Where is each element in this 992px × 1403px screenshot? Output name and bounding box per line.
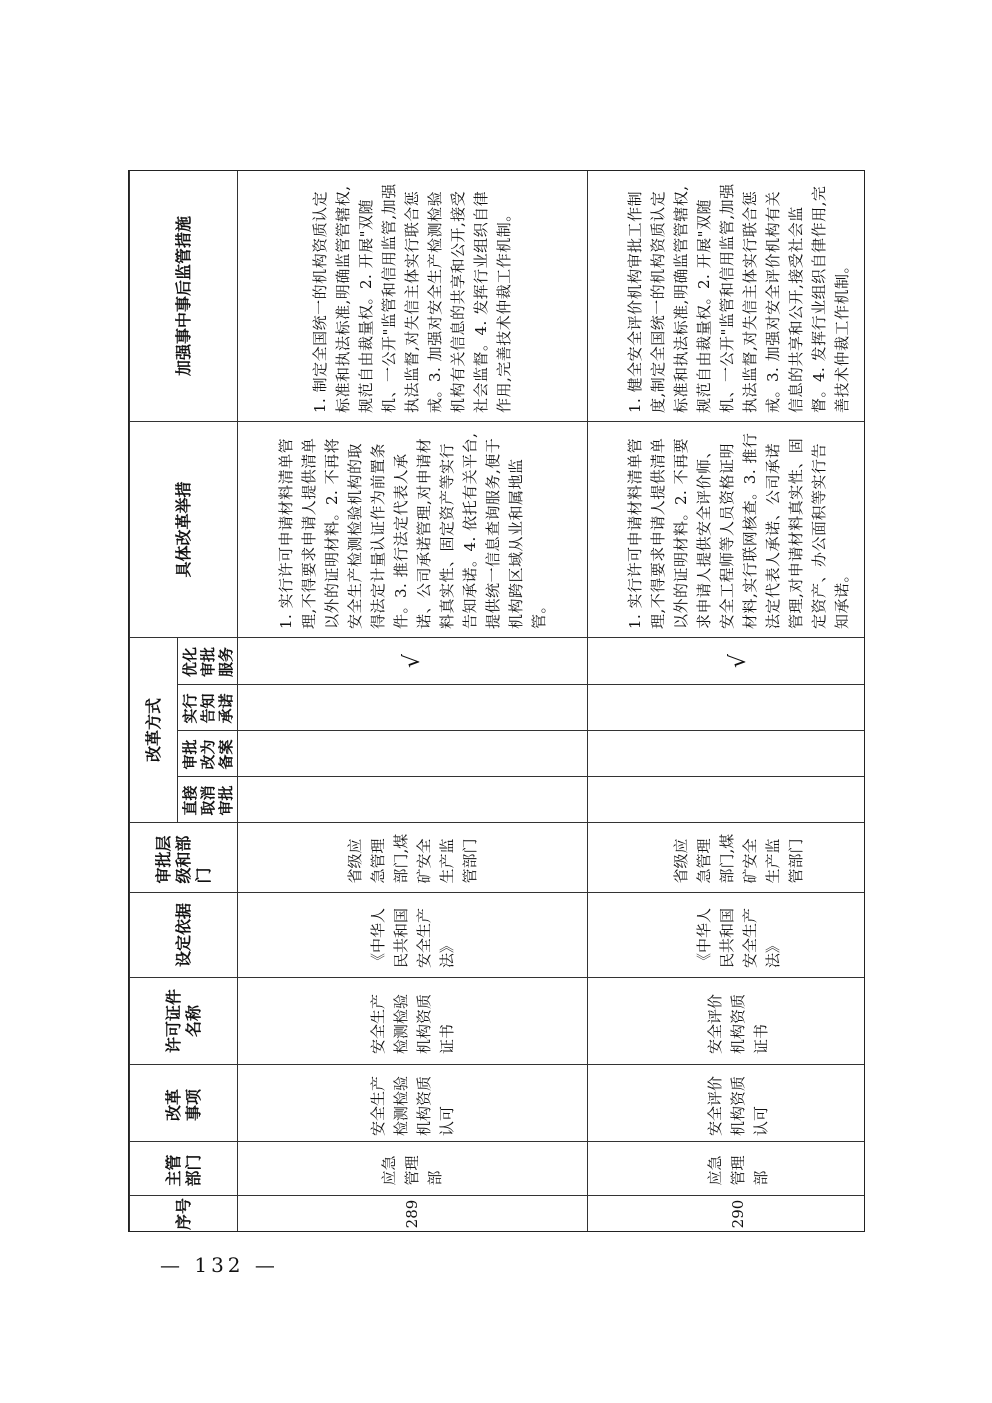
rotated-table-wrapper [129,171,865,1232]
row-item: 安全生产检测检验机构资质认可 [238,1065,588,1142]
row-measures: 1. 实行许可申请材料清单管理,不得要求申请人提供清单以外的证明材料。2. 不再将安全生产检测检验机构的取得法定计量认证作为前置条件。3. 推行法定代表人承诺、公司承诺管理,对申请材料真实性、固定资产等实行告知承诺。4. 依托有关平台,提供统一信息查询服务,便于机构跨区域从业和属地监管。 [238,421,588,637]
row-item: 安全评价机构资质认可 [588,1065,866,1142]
header-seq: 序号 [130,1196,238,1233]
row-level: 省级应急管理部门,煤矿安全生产监管部门 [238,823,588,893]
header-notification-commitment: 实行告知承诺 [178,685,238,731]
header-level: 审批层级和部门 [130,823,238,893]
row-change-to-filing [238,731,588,777]
reform-table [129,170,865,1232]
row-dept: 应急管理部 [588,1142,866,1196]
table-row [238,170,588,1232]
header-item: 改革事项 [130,1065,238,1142]
header-optimize-service: 优化审批服务 [178,637,238,684]
row-measures: 1. 实行许可申请材料清单管理,不得要求申请人提供清单以外的证明材料。2. 不再要求申请人提供安全评价师、安全工程师等人员资格证明材料,实行联网核查。3. 推行法定代表人承诺、公司承诺管理,对申请材料真实性、固定资产、办公面积等实行告知承诺。 [588,421,866,637]
checkmark: √ [238,637,588,684]
header-measures: 具体改革举措 [130,421,238,637]
row-notification-commitment [588,685,866,731]
page-number: — 132 — [160,1253,279,1277]
row-seq: 289 [238,1196,588,1233]
table-row [588,170,866,1232]
row-dept: 应急管理部 [238,1142,588,1196]
row-basis: 《中华人民共和国安全生产法》 [238,893,588,978]
row-basis: 《中华人民共和国安全生产法》 [588,893,866,978]
row-supervision: 1. 制定全国统一的机构资质认定标准和执法标准,明确监管管辖权,规范自由裁量权。2. 开展"双随机、一公开"监管和信用监管,加强执法监督,对失信主体实行联合惩戒。3. 加强对安全生产检测检验机构有关信息的共享和公开,接受社会监督。4. 发挥行业组织自律作用,完善技术仲裁工作机制。 [238,170,588,421]
row-notification-commitment [238,685,588,731]
header-dept: 主管部门 [130,1142,238,1196]
row-cancel-approval [588,777,866,823]
row-seq: 290 [588,1196,866,1233]
header-row [130,170,178,1232]
header-methods: 改革方式 [130,637,178,822]
row-license: 安全评价机构资质证书 [588,978,866,1065]
row-change-to-filing [588,731,866,777]
row-level: 省级应急管理部门,煤矿安全生产监管部门 [588,823,866,893]
header-cancel-approval: 直接取消审批 [178,777,238,823]
checkmark: √ [588,637,866,684]
reform-table-frame [128,170,865,1232]
header-supervision: 加强事中事后监管措施 [130,170,238,421]
row-license: 安全生产检测检验机构资质证书 [238,978,588,1065]
header-license: 许可证件名称 [130,978,238,1065]
header-basis: 设定依据 [130,893,238,978]
row-cancel-approval [238,777,588,823]
row-supervision: 1. 健全安全评价机构审批工作制度,制定全国统一的机构资质认定标准和执法标准,明确监管管辖权,规范自由裁量权。2. 开展"双随机、一公开"监管和信用监管,加强执法监督,对失信主体实行联合惩戒。3. 加强对安全评价机构有关信息的共享和公开,接受社会监督。4. 发挥行业组织自律作用,完善技术仲裁工作机制。 [588,170,866,421]
header-change-to-filing: 审批改为备案 [178,731,238,777]
